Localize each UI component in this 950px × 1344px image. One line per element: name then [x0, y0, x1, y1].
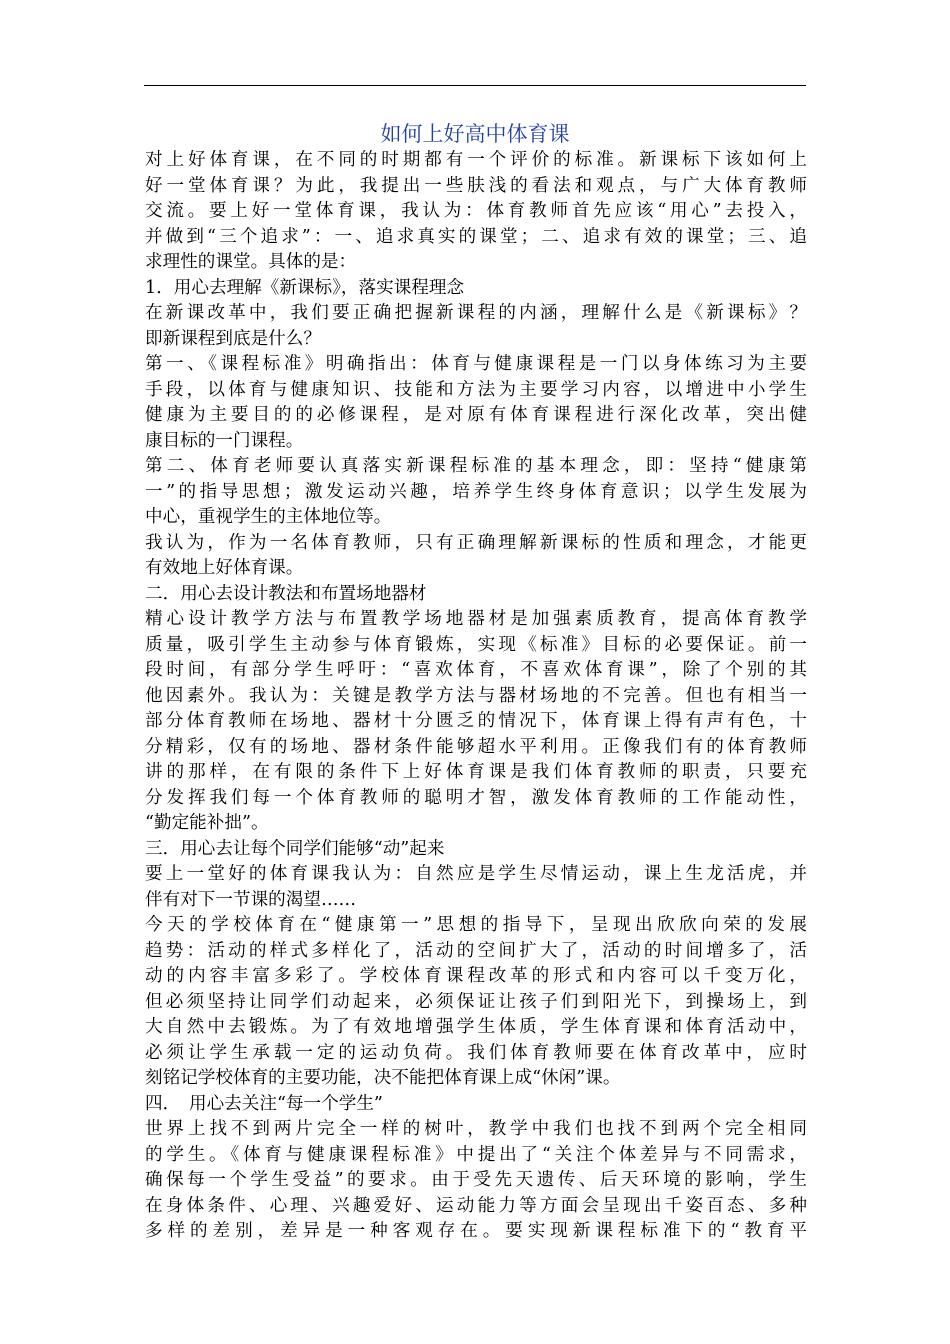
body-text-line: 伴有对下一节课的渴望…… [145, 889, 357, 910]
body-text-line: 段时间，有部分学生呼吁：“喜欢体育，不喜欢体育课”，除了个别的其 [145, 660, 807, 680]
body-text-line: 在身体条件、心理、兴趣爱好、运动能力等方面会呈现出千姿百态、多种 [145, 1195, 807, 1216]
body-text-line: 四． 用心去关注“每一个学生” [145, 1093, 383, 1114]
body-text-line: 分发挥我们每一个体育教师的聪明才智，激发体育教师的工作能动性， [145, 787, 807, 808]
body-text-line: 第二、体育老师要认真落实新课程标准的基本理念，即：坚持“健康第 [145, 456, 807, 476]
body-text-line: 动的内容丰富多彩了。学校体育课程改革的形式和内容可以千变万化， [145, 966, 807, 986]
body-text-line: 但必须坚持让同学们动起来，必须保证让孩子们到阳光下，到操场上，到 [145, 991, 807, 1012]
body-text-line: 三．用心去让每个同学们能够“动”起来 [145, 838, 445, 859]
body-text-line: 必须让学生承载一定的运动负荷。我们体育教师要在体育改革中，应时 [145, 1042, 807, 1063]
header-rule [144, 85, 806, 86]
body-text-line: 刻铭记学校体育的主要功能，决不能把体育课上成“休闲”课。 [145, 1068, 621, 1088]
body-text-line: 对上好体育课，在不同的时期都有一个评价的标准。新课标下该如何上 [145, 150, 807, 170]
body-text-line: 质量，吸引学生主动参与体育锻炼，实现《标准》目标的必要保证。前一 [145, 634, 807, 655]
body-text-line: 要上一堂好的体育课我认为：自然应是学生尽情运动，课上生龙活虎，并 [145, 864, 807, 884]
body-text-line: 交流。要上好一堂体育课，我认为：体育教师首先应该“用心”去投入， [145, 201, 807, 221]
body-text-line: 康目标的一门课程。 [145, 430, 304, 451]
body-text-line: “勤定能补拙”。 [145, 813, 269, 833]
body-text-line: 世界上找不到两片完全一样的树叶，教学中我们也找不到两个完全相同 [145, 1119, 807, 1139]
body-text-line: 1．用心去理解《新课标》，落实课程理念 [145, 277, 465, 298]
body-text-line: 求理性的课堂。具体的是： [145, 252, 357, 272]
body-text-line: 好一堂体育课？为此，我提出一些肤浅的看法和观点，与广大体育教师 [145, 175, 807, 196]
document-body [145, 148, 807, 1245]
body-text-line: 多样的差别，差异是一种客观存在。要实现新课程标准下的“教育平 [145, 1221, 807, 1241]
body-text-line: 即新课程到底是什么？ [145, 328, 321, 349]
body-text-line: 我认为，作为一名体育教师，只有正确理解新课标的性质和理念，才能更 [145, 532, 807, 553]
body-text-line: 有效地上好体育课。 [145, 558, 304, 578]
body-text-line: 讲的那样，在有限的条件下上好体育课是我们体育教师的职责，只要充 [145, 762, 807, 782]
body-text-line: 二．用心去设计教法和布置场地器材 [145, 583, 427, 604]
body-text-line: 第一、《课程标准》明确指出：体育与健康课程是一门以身体练习为主要 [145, 354, 807, 374]
body-text-line: 并做到“三个追求”：一、追求真实的课堂；二、追求有效的课堂；三、追 [145, 226, 807, 247]
body-text-line: 确保每一个学生受益”的要求。由于受先天遗传、后天环境的影响，学生 [145, 1170, 807, 1190]
body-text-line: 分精彩，仅有的场地、器材条件能够超水平利用。正像我们有的体育教师 [145, 736, 807, 757]
body-text-line: 精心设计教学方法与布置教学场地器材是加强素质教育，提高体育教学 [145, 609, 807, 629]
body-text-line: 健康为主要目的的必修课程，是对原有体育课程进行深化改革，突出健 [145, 405, 807, 425]
body-text-line: 手段，以体育与健康知识、技能和方法为主要学习内容，以增进中小学生 [145, 379, 807, 400]
body-text-line: 大自然中去锻炼。为了有效地增强学生体质，学生体育课和体育活动中， [145, 1017, 807, 1037]
body-text-line: 中心，重视学生的主体地位等。 [145, 507, 392, 527]
body-text-line: 的学生。《体育与健康课程标准》中提出了“关注个体差异与不同需求， [145, 1144, 807, 1165]
body-text-line: 部分体育教师在场地、器材十分匮乏的情况下，体育课上得有声有色，十 [145, 711, 807, 731]
body-text-line: 一”的指导思想；激发运动兴趣，培养学生终身体育意识；以学生发展为 [145, 481, 807, 502]
body-text-line: 趋势：活动的样式多样化了，活动的空间扩大了，活动的时间增多了，活 [145, 940, 807, 961]
body-text-line: 他因素外。我认为：关键是教学方法与器材场地的不完善。但也有相当一 [145, 685, 807, 706]
body-text-line: 在新课改革中，我们要正确把握新课程的内涵，理解什么是《新课标》？ [145, 303, 807, 323]
body-text-line: 今天的学校体育在“健康第一”思想的指导下，呈现出欣欣向荣的发展 [145, 915, 807, 935]
document-title: 如何上好高中体育课 [380, 122, 570, 146]
